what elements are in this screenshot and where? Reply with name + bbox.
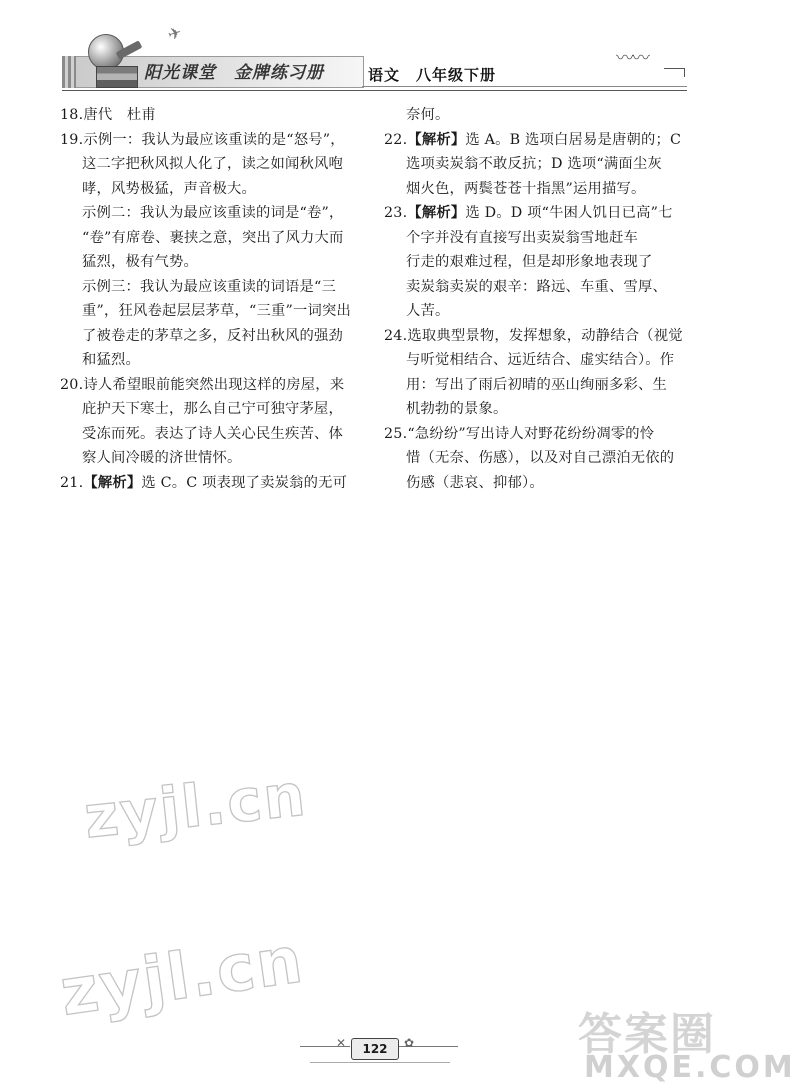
text-line: 示例二：我认为最应该重读的词是“卷”， xyxy=(82,205,344,221)
page-header xyxy=(0,0,750,100)
text-line: 行走的艰难过程，但是却形象地表现了 xyxy=(406,254,653,270)
text-line: 和猛烈。 xyxy=(82,352,140,368)
text-line: 机勃勃的景象。 xyxy=(406,401,508,417)
text-line: 卖炭翁卖炭的艰辛：路远、车重、雪厚、 xyxy=(406,278,667,295)
text-line: 个字并没有直接写出卖炭翁雪地赶车 xyxy=(406,229,638,246)
line-text: 选 C。C 项表现了卖炭翁的无可 xyxy=(141,474,348,491)
text-line: 察人间冷暖的济世情怀。 xyxy=(82,450,242,466)
text-line: 24.选取典型景物，发挥想象，动静结合（视觉 xyxy=(384,327,683,344)
right-column xyxy=(384,103,696,495)
text-line: 19.示例一：我认为最应该重读的是“怒号”， xyxy=(60,131,345,148)
birds-icon: 〰〰 xyxy=(616,48,648,69)
text-line: 伤感（悲哀、抑郁）。 xyxy=(406,474,544,491)
text-line: 人苦。 xyxy=(406,303,450,319)
text-line: 与听觉相结合、远近结合、虚实结合）。作 xyxy=(406,352,675,368)
header-ornament xyxy=(664,68,685,77)
footer-underline xyxy=(310,1062,450,1063)
line-text: 选 D。D 项“牛困人饥日已高”七 xyxy=(465,205,673,221)
line-text: 选 A。B 选项白居易是唐朝的；C xyxy=(465,131,682,148)
text-line: 选项卖炭翁不敢反抗；D 选项“满面尘灰 xyxy=(406,156,662,172)
text-line: 烟火色，两鬓苍苍十指黑”运用描写。 xyxy=(406,180,646,197)
page-number: 122 xyxy=(351,1038,399,1060)
text-line: 庇护天下寒士，那么自己宁可独守茅屋， xyxy=(82,401,343,417)
text-line: 了被卷走的茅草之多，反衬出秋风的强劲 xyxy=(82,327,343,344)
text-line: 用：写出了雨后初晴的巫山绚丽多彩、生 xyxy=(406,376,667,393)
series-title: 阳光课堂 金牌练习册 xyxy=(144,63,324,83)
header-stripes xyxy=(62,56,76,88)
text-line: 18.唐代 杜甫 xyxy=(60,107,156,123)
text-line: 奈何。 xyxy=(406,107,450,123)
watermark-text: zyjl.cn xyxy=(56,923,309,1031)
text-line: “卷”有席卷、裹挟之意，突出了风力大而 xyxy=(82,229,344,246)
watermark-text: zyjl.cn xyxy=(81,760,310,852)
watermark-site: MXQE.COM xyxy=(584,1050,796,1085)
item-number: 21. xyxy=(60,474,84,491)
text-line: 惜（无奈、伤感），以及对自己漂泊无依的 xyxy=(406,450,675,466)
books-icon xyxy=(96,66,138,88)
header-rule xyxy=(62,90,687,91)
text-line: 重”，狂风卷起层层茅草，“三重”一词突出 xyxy=(82,303,351,319)
left-column xyxy=(60,103,378,495)
text-line xyxy=(384,201,696,226)
analysis-tag: 【解析】 xyxy=(407,131,466,148)
text-line: 受冻而死。表达了诗人关心民生疾苦、体 xyxy=(82,425,343,442)
text-line: 哮，风势极猛，声音极大。 xyxy=(82,180,256,197)
header-rule-upper xyxy=(362,86,687,87)
watermark-logo: 答案圈 xyxy=(578,1009,716,1060)
text-line: 25.“急纷纷”写出诗人对野花纷纷凋零的怜 xyxy=(384,425,655,442)
item-number: 22. xyxy=(384,131,408,148)
item-number: 23. xyxy=(384,205,408,221)
text-line: 20.诗人希望眼前能突然出现这样的房屋，来 xyxy=(60,376,345,393)
subject-title: 语文 八年级下册 xyxy=(368,66,497,84)
text-line: 示例三：我认为最应该重读的词语是“三 xyxy=(82,278,336,295)
paper-plane-icon: ✈ xyxy=(165,22,185,45)
text-line: 这二字把秋风拟人化了，读之如闻秋风咆 xyxy=(82,156,343,172)
star-icon: ✕ xyxy=(336,1036,347,1050)
analysis-tag: 【解析】 xyxy=(407,205,466,221)
analysis-tag: 【解析】 xyxy=(83,474,142,491)
text-line xyxy=(384,128,696,153)
text-line: 猛烈，极有气势。 xyxy=(82,254,198,270)
leaf-icon: ✿ xyxy=(404,1036,415,1050)
text-line xyxy=(60,471,378,496)
